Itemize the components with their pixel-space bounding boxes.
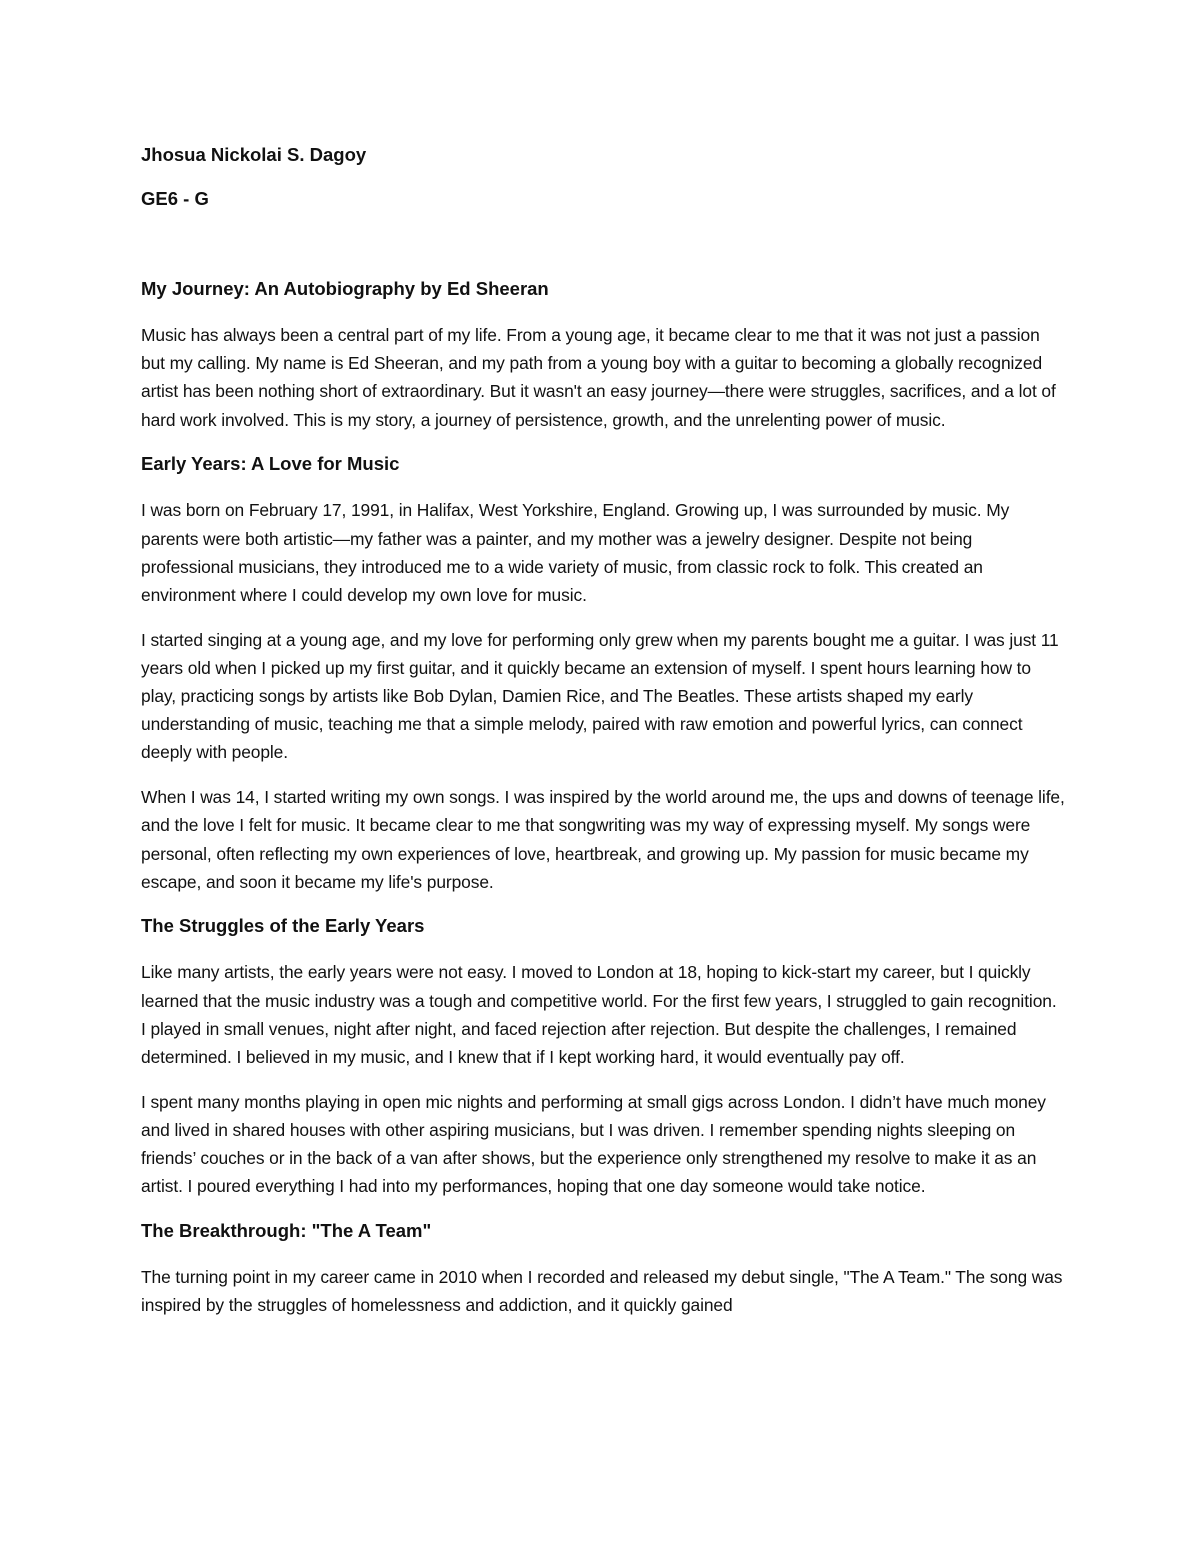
- paragraph: Like many artists, the early years were not easy. I moved to London at 18, hoping to kick-start my career, but I quickly learned that the music industry was a tough and competitive world. For the first few years, I struggled to gain recognition. I played in small venues, night after night, and faced rejection after rejection. But despite the challenges, I remained determined. I believed in my music, and I knew that if I kept working hard, it would eventually pay off.: [141, 962, 1057, 1068]
- document-title: My Journey: An Autobiography by Ed Sheeran: [141, 278, 549, 299]
- section-heading: Early Years: A Love for Music: [141, 453, 400, 475]
- section-struggles: [141, 912, 1066, 1200]
- author-name: Jhosua Nickolai S. Dagoy: [141, 144, 367, 165]
- document-body: [141, 141, 1066, 1336]
- section-breakthrough: [141, 1217, 1066, 1319]
- section-intro: [141, 275, 1066, 434]
- paragraph: I spent many months playing in open mic nights and performing at small gigs across London. I didn’t have much money and lived in shared houses with other aspiring musicians, but I was driven. I remember spending nights sleeping on friends’ couches or in the back of a van after shows, but the experience only strengthened my resolve to make it as an artist. I poured everything I had into my performances, hoping that one day someone would take notice.: [141, 1091, 1046, 1197]
- section-heading: The Breakthrough: "The A Team": [141, 1220, 432, 1242]
- paragraph: Music has always been a central part of my life. From a young age, it became clear to me that it was not just a passion but my calling. My name is Ed Sheeran, and my path from a young boy with a guitar to becoming a globally recognized artist has been nothing short of extraordinary. But it wasn't an easy journey—there were struggles, sacrifices, and a lot of hard work involved. This is my story, a journey of persistence, growth, and the unrelenting power of music.: [141, 325, 1056, 430]
- paragraph: The turning point in my career came in 2010 when I recorded and released my debut single, "The A Team." The song was inspired by the struggles of homelessness and addiction, and it quickly gained: [141, 1267, 1063, 1316]
- paragraph: I was born on February 17, 1991, in Halifax, West Yorkshire, England. Growing up, I was surrounded by music. My parents were both artistic—my father was a painter, and my mother was a jewelry designer. Despite not being professional musicians, they introduced me to a wide variety of music, from classic rock to folk. This created an environment where I could develop my own love for music.: [141, 500, 1010, 605]
- section-early-years: [141, 450, 1066, 896]
- paragraph: When I was 14, I started writing my own songs. I was inspired by the world around me, the ups and downs of teenage life, and the love I felt for music. It became clear to me that songwriting was my way of expressing myself. My songs were personal, often reflecting my own experiences of love, heartbreak, and growing up. My passion for music became my escape, and soon it became my life's purpose.: [141, 787, 1065, 892]
- paragraph: I started singing at a young age, and my love for performing only grew when my parents bought me a guitar. I was just 11 years old when I picked up my first guitar, and it quickly became an extension of myself. I spent hours learning how to play, practicing songs by artists like Bob Dylan, Damien Rice, and The Beatles. These artists shaped my early understanding of music, teaching me that a simple melody, paired with raw emotion and powerful lyrics, can connect deeply with people.: [141, 629, 1059, 763]
- course-code: GE6 - G: [141, 188, 209, 209]
- section-heading: The Struggles of the Early Years: [141, 915, 425, 937]
